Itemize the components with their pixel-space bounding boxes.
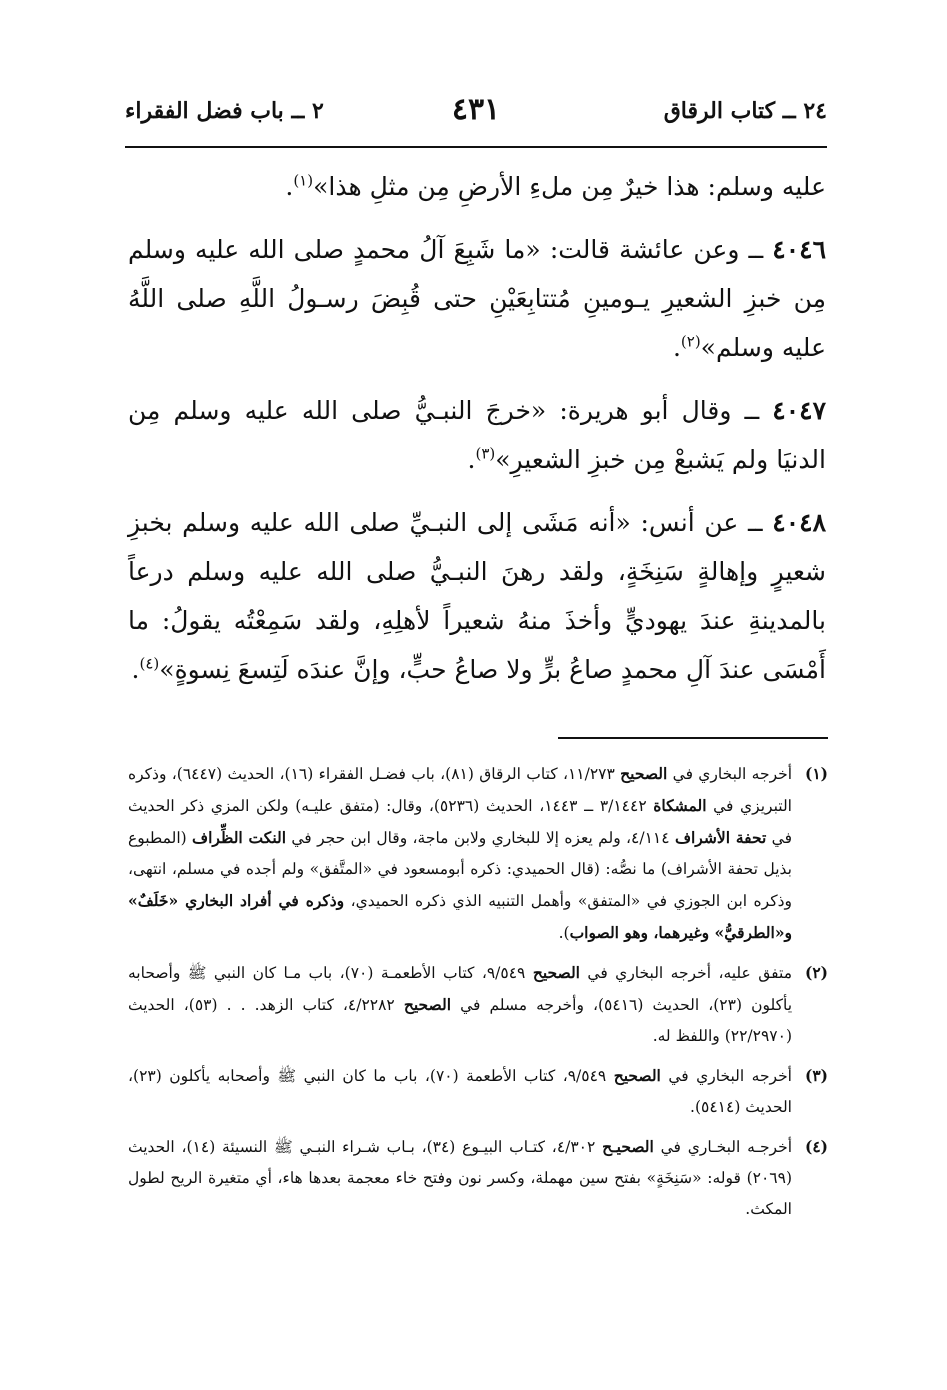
footnote-source: النكت الظِّراف	[192, 828, 287, 847]
footnote-text: ٩/٥٤٩، كتاب الأطعمة (٧٠)، باب ما كان النبي ﷺ وأصحابه يأكلون (٢٣)، الحديث (٥٤١٤).	[128, 1067, 792, 1116]
paragraph-text: عليه وسلم: هذا خيرٌ مِن ملءِ الأرضِ مِن مثلِ هذا»	[313, 172, 826, 201]
footnote-source: المشكاة	[653, 796, 707, 815]
footnote-source: الصحيح	[613, 1066, 661, 1085]
footnote-2	[128, 957, 828, 1052]
hadith-number: ٤٠٤٧	[772, 396, 826, 425]
paragraph-text: ــ عن أنس: «أنه مَشَى إلى النبـيِّ صلى الله عليه وسلم بخبزِ شعيرٍ وإهالةٍ سَنِخَةٍ، ولقد رهنَ النبـيُّ صلى الله عليه وسلم درعاً بالمدينةِ عندَ يهوديٍّ وأخذَ منهُ شعيراً لأهلِهِ، ولقد سَمِعْتُه يقولُ: ما أَمْسَى عندَ آلِ محمدٍ صاعُ برٍّ ولا صاعُ حبٍّ، وإنَّ عندَه لَتِسعَ نِسوةٍ»	[128, 508, 826, 684]
page-number: ٤٣١	[451, 92, 501, 127]
footnote-text: أخرجه البخاري في	[667, 765, 793, 783]
hadith-4047	[128, 386, 826, 484]
hadith-4048	[128, 498, 826, 694]
footnote-number: (٢)	[804, 963, 828, 982]
footnote-source: تحفة الأشراف	[674, 828, 767, 847]
footnote-text: أخرجه البخاري في	[660, 1067, 792, 1085]
book-title: ٢٤ ــ كتاب الرقاق	[663, 98, 827, 124]
footnote-1	[128, 758, 828, 949]
footnote-emphasis: وذكره في أفراد البخاري «خَلَفٌ» و«الطرقيُّ» وغيرهما، وهو الصواب	[128, 891, 792, 942]
footnote-number: (٤)	[804, 1137, 828, 1156]
footnote-text: ١١/٢٧٣، كتاب الرقاق (٨١)، باب فضـل الفقراء (١٦)، الحديث (٦٤٤٧)، وذكره التبريزي في	[128, 765, 792, 815]
running-header	[125, 92, 827, 144]
footnote-source: الصحيح	[532, 963, 580, 982]
header-rule	[125, 146, 827, 148]
footnote-text: ٤/٣٠٢، كتـاب البيـوع (٣٤)، بـاب شـراء النبـي ﷺ النسيئة (١٤)، الحديث (٢٠٦٩) قوله: «سَنِخَةٍ» بفتح سين مهملة، وكسر نون وفتح خاء معجمة بعدها هاء، أي متغيرة الريح لطول المكث.	[128, 1138, 792, 1218]
paragraph-end: .	[285, 172, 294, 201]
footnote-text: ٩/٥٤٩، كتاب الأطعمـة (٧٠)، باب مـا كان النبي ﷺ وأصحابه يأكلون (٢٣)، الحديث (٥٤١٦)، وأخرجه مسلم في	[128, 964, 793, 1014]
footnotes	[128, 758, 828, 1233]
paragraph-continuation	[128, 162, 826, 211]
footnote-source: الصحيح	[403, 995, 452, 1014]
paragraph-text: ــ وعن عائشة قالت: «ما شَبِعَ آلُ محمدٍ صلى الله عليه وسلم مِن خبزِ الشعيرِ يـومينِ مُتتابِعَيْنِ حتى قُبِضَ رسـولُ اللَّهِ صلى اللَّهُ عليه وسلم»	[128, 235, 826, 362]
chapter-title: ٢ ــ باب فضل الفقراء	[125, 98, 324, 124]
footnote-source: الصحيـح	[602, 1137, 654, 1156]
main-text	[128, 162, 826, 708]
hadith-number: ٤٠٤٨	[772, 508, 826, 537]
hadith-number: ٤٠٤٦	[772, 235, 826, 264]
paragraph-end: .	[131, 655, 140, 684]
footnote-number: (٣)	[804, 1066, 828, 1085]
footnote-4	[128, 1131, 828, 1225]
footnote-rule	[558, 737, 828, 739]
footnote-ref: (١)	[293, 171, 314, 190]
footnote-text: (المطبوع بذيل تحفة الأشراف) ما نصُّه: (قال الحميدي: ذكره أبومسعود في «المتَّفق» ولم أجده في مسلم، انتهى، وذكره ابن الجوزي في «المتفق» وأهمل التنبيه الذي ذكره الحميدي،	[128, 829, 792, 910]
paragraph-text: ــ وقال أبو هريرة: «خرجَ النبـيُّ صلى الله عليه وسلم مِن الدنيَا ولم يَشبعْ مِن خبزِ الشعيرِ»	[128, 396, 826, 474]
hadith-4046	[128, 225, 826, 372]
footnote-text: متفق عليه، أخرجه البخاري في	[579, 964, 792, 982]
footnote-text: ٤/١١٤، ولم يعزه إلا للبخاري ولابن ماجة، وقال ابن حجر في	[286, 829, 675, 847]
footnote-text: ).	[558, 924, 570, 942]
footnote-text: ٣/١٤٤٢ ــ ١٤٤٣، الحديث (٥٢٣٦)، وقال: (متفق عليـه) ولكن المزي ذكر الحديث في	[128, 797, 792, 847]
footnote-text: أخرجـه البخـاري في	[653, 1138, 792, 1156]
footnote-ref: (٤)	[139, 654, 160, 673]
footnote-ref: (٢)	[680, 332, 701, 351]
footnote-number: (١)	[804, 764, 828, 783]
paragraph-end: .	[672, 333, 681, 362]
paragraph-end: .	[467, 445, 476, 474]
footnote-text: ٤/٢٢٨٢، كتاب الزهد. . . (٥٣)، الحديث (٢٢/٢٩٧٠) واللفظ له.	[128, 996, 792, 1045]
footnote-3	[128, 1060, 828, 1123]
footnote-source: الصحيح	[620, 764, 668, 783]
footnote-ref: (٣)	[475, 444, 496, 463]
